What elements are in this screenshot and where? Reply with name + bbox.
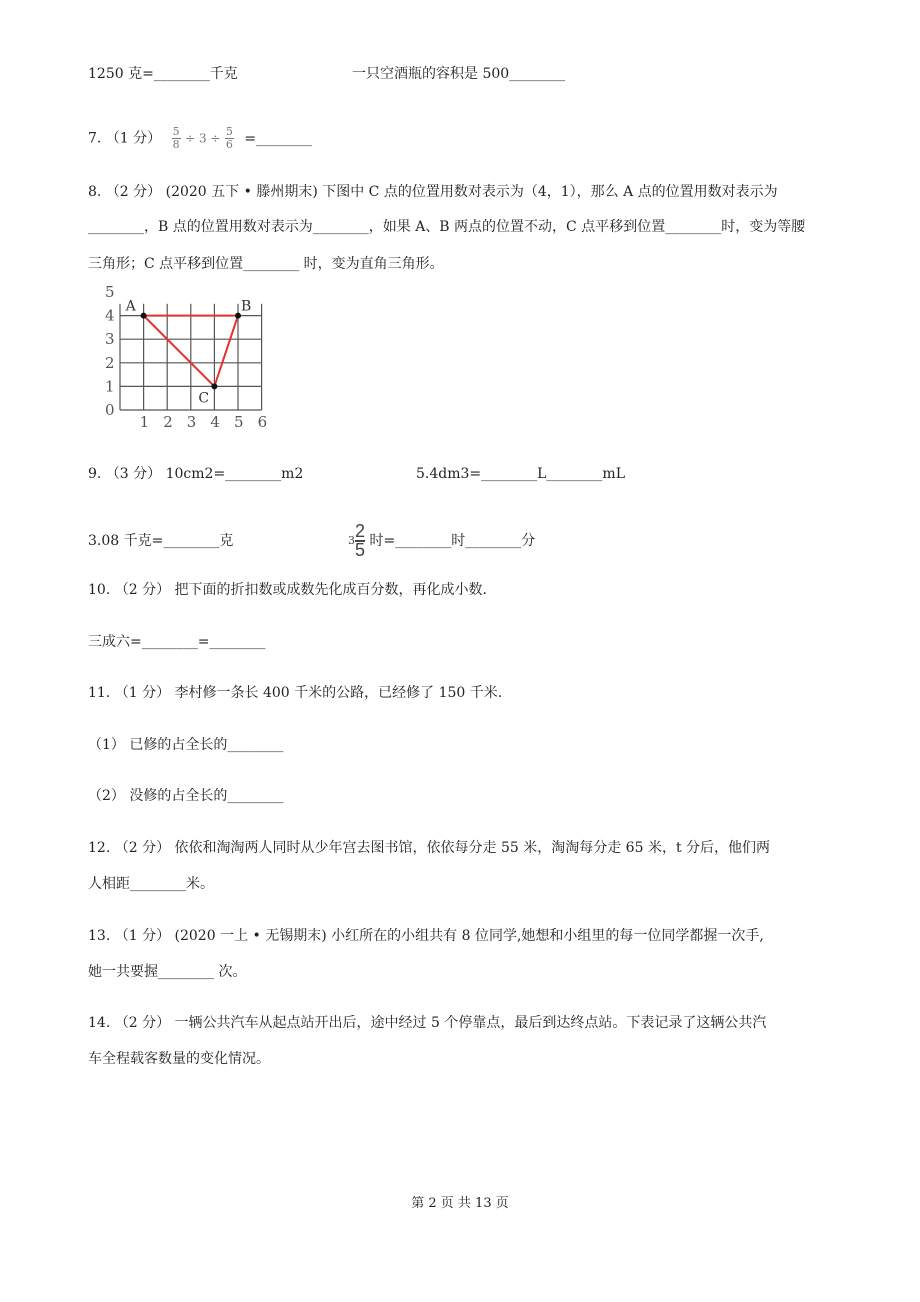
q8-line-3: 三角形；C 点平移到位置________ 时，变为直角三角形。	[88, 256, 444, 272]
q9-mixed-number: 3 $\frac{2}{5}$	[348, 521, 366, 560]
coordinate-grid-figure	[100, 283, 290, 432]
q8-line-1: 8. （2 分） (2020 五下 • 滕州期末) 下图中 C 点的位置用数对表示为（4，1），那么 A 点的位置用数对表示为	[88, 184, 778, 200]
x-tick-label: 6	[257, 413, 268, 431]
q8-line-2: ________，B 点的位置用数对表示为________，如果 A、B 两点的位置不动，C 点平移到位置________时，变为等腰	[88, 219, 806, 235]
y-tick-label: 4	[105, 306, 115, 325]
q14-line-2: 车全程载客数量的变化情况。	[88, 1051, 270, 1067]
y-tick-label: 3	[105, 330, 115, 349]
q7-operator: ÷ 3 ÷	[185, 131, 221, 146]
point-label-c: C	[198, 390, 210, 407]
q9-part-a: 9. （3 分） 10cm2=________m2	[88, 466, 304, 482]
q7-answer-blank: =________	[244, 130, 313, 147]
q10-item: 三成六=________=________	[88, 634, 266, 650]
x-tick-label: 3	[186, 413, 197, 431]
y-tick-label: 2	[105, 353, 115, 372]
q9-part-c: 3.08 千克=________克	[88, 533, 234, 549]
q7-prefix: 7. （1 分）	[88, 130, 162, 147]
page-footer: 第 2 页 共 13 页	[411, 1196, 509, 1211]
q11-line: 11. （1 分） 李村修一条长 400 千米的公路，已经修了 150 千米.	[88, 685, 503, 701]
y-tick-label: 5	[105, 283, 115, 301]
q6-part-a: 1250 克=________千克	[88, 66, 238, 82]
point-a	[141, 313, 147, 319]
x-tick-label: 2	[163, 413, 173, 431]
q6-part-b: 一只空酒瓶的容积是 500________	[352, 66, 566, 82]
q9-part-d-suffix: 时=________时________分	[369, 533, 536, 549]
q10-line: 10. （2 分） 把下面的折扣数或成数先化成百分数，再化成小数.	[88, 582, 487, 598]
x-tick-label: 4	[210, 413, 220, 431]
q12-line-2: 人相距________米。	[88, 876, 214, 892]
q9-part-d	[348, 522, 535, 560]
q11-sub-1: （1） 已修的占全长的________	[88, 737, 284, 753]
y-tick-label: 0	[105, 401, 115, 419]
point-label-a: A	[125, 298, 136, 315]
q13-line-2: 她一共要握________ 次。	[88, 964, 247, 980]
question-7	[88, 126, 312, 151]
point-c	[211, 383, 217, 389]
q7-fraction-1: $\frac{5}{8}$	[172, 125, 180, 151]
grid-lines	[120, 304, 262, 410]
q9-part-b: 5.4dm3=________L________mL	[416, 466, 626, 482]
x-tick-label: 5	[234, 413, 244, 431]
q11-sub-2: （2） 没修的占全长的________	[88, 788, 284, 804]
q13-line-1: 13. （1 分） (2020 一上 • 无锡期末) 小红所在的小组共有 8 位同学,她想和小组里的每一位同学都握一次手,	[88, 928, 764, 944]
y-tick-label: 1	[105, 377, 115, 396]
x-tick-label: 1	[139, 413, 150, 431]
q7-fraction-2: $\frac{5}{6}$	[225, 125, 233, 151]
q12-line-1: 12. （2 分） 依依和淘淘两人同时从少年宫去图书馆，依依每分走 55 米，淘淘每分走 65 米，t 分后，他们两	[88, 840, 771, 856]
point-label-b: B	[241, 298, 252, 315]
q14-line-1: 14. （2 分） 一辆公共汽车从起点站开出后，途中经过 5 个停靠点，最后到达终点站。下表记录了这辆公共汽	[88, 1015, 767, 1031]
